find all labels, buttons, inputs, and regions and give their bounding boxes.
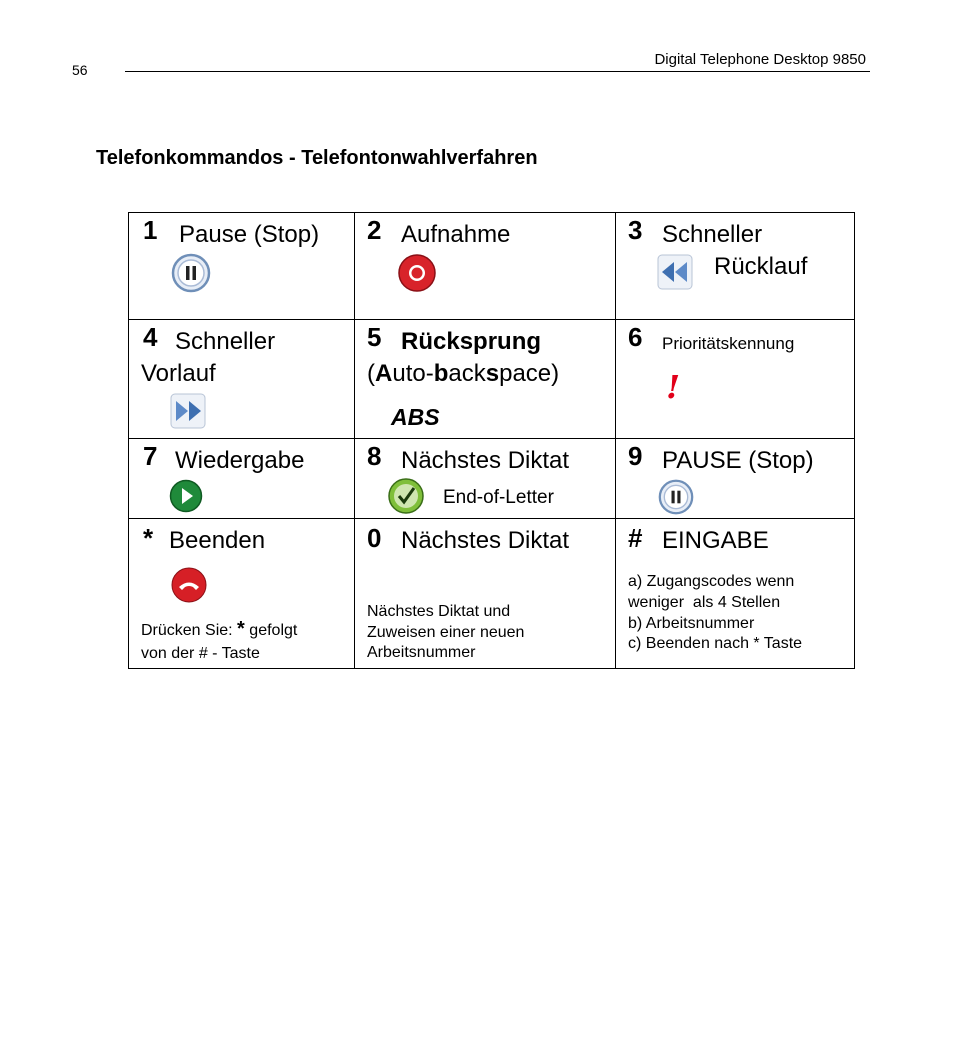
key-number: 5 (367, 322, 382, 352)
key-label: Prioritätskennung (662, 334, 795, 353)
pause-icon (658, 479, 694, 515)
key-note-line: c) Beenden nach * Taste (628, 635, 803, 652)
play-icon (169, 479, 203, 513)
key-number: 3 (628, 215, 643, 245)
key-note-line1 (141, 619, 297, 641)
key-number: 1 (143, 215, 158, 245)
key-label: Nächstes Diktat (401, 447, 570, 474)
key-label-line1: Schneller (175, 328, 276, 355)
key-label: PAUSE (Stop) (662, 447, 814, 474)
key-cell-hash (616, 519, 855, 669)
key-number: 9 (628, 441, 643, 471)
key-label-line1: Schneller (662, 221, 763, 248)
key-number: 8 (367, 441, 382, 471)
sub-s: s (485, 360, 500, 387)
rewind-icon (656, 253, 694, 291)
sub-uto: uto- (392, 360, 434, 387)
sub-open: ( (367, 360, 375, 387)
key-sub-label: End-of-Letter (443, 487, 554, 508)
abs-label: ABS (391, 404, 440, 430)
running-header: Digital Telephone Desktop 9850 (654, 51, 866, 68)
key-number: 6 (628, 322, 643, 352)
note-star: * (237, 618, 245, 640)
record-icon (397, 253, 437, 293)
key-label: Beenden (169, 527, 266, 554)
sub-pace: pace) (499, 360, 560, 387)
key-cell-2 (355, 213, 616, 320)
section-title: Telefonkommandos - Telefontonwahlverfahren (96, 147, 538, 169)
page-number: 56 (72, 62, 88, 78)
fast-forward-icon (169, 392, 207, 430)
key-cell-1 (129, 213, 355, 320)
key-number: 7 (143, 441, 158, 471)
note-text: gefolgt (249, 622, 298, 639)
key-label-line2: Rücklauf (714, 253, 808, 280)
key-number: * (143, 523, 154, 553)
key-label: Wiedergabe (175, 447, 305, 474)
sub-a: A (375, 360, 393, 387)
key-number: # (628, 523, 643, 553)
key-note-line: a) Zugangscodes wenn (628, 573, 795, 590)
key-sub-label (367, 360, 559, 388)
key-cell-7 (129, 439, 355, 519)
key-label: Rücksprung (401, 328, 542, 355)
note-text: Drücken Sie: (141, 622, 233, 639)
hang-up-icon (171, 567, 207, 603)
key-cell-4 (129, 320, 355, 439)
key-cell-8 (355, 439, 616, 519)
key-number: 0 (367, 523, 382, 553)
key-note-line: Arbeitsnummer (367, 644, 476, 661)
key-note-line: weniger als 4 Stellen (628, 594, 781, 611)
phone-commands-table (128, 212, 855, 669)
priority-icon: ! (666, 368, 681, 406)
key-cell-0 (355, 519, 616, 669)
sub-b: b (433, 360, 449, 387)
sub-ack: ack (448, 360, 486, 387)
key-note-line: Zuweisen einer neuen (367, 624, 525, 641)
key-note-line2: von der # - Taste (141, 645, 260, 662)
key-cell-5 (355, 320, 616, 439)
key-number: 4 (143, 322, 158, 352)
key-cell-3 (616, 213, 855, 320)
key-number: 2 (367, 215, 382, 245)
key-label: Pause (Stop) (179, 221, 320, 248)
key-label: EINGABE (662, 527, 769, 554)
key-label: Aufnahme (401, 221, 511, 248)
key-note-line: b) Arbeitsnummer (628, 615, 755, 632)
key-label: Nächstes Diktat (401, 527, 570, 554)
key-note-line: Nächstes Diktat und (367, 603, 511, 620)
key-cell-6 (616, 320, 855, 439)
key-cell-9 (616, 439, 855, 519)
key-label-line2: Vorlauf (141, 360, 216, 387)
key-cell-star (129, 519, 355, 669)
checkmark-icon (387, 477, 425, 515)
pause-icon (171, 253, 211, 293)
header-rule (125, 71, 870, 72)
